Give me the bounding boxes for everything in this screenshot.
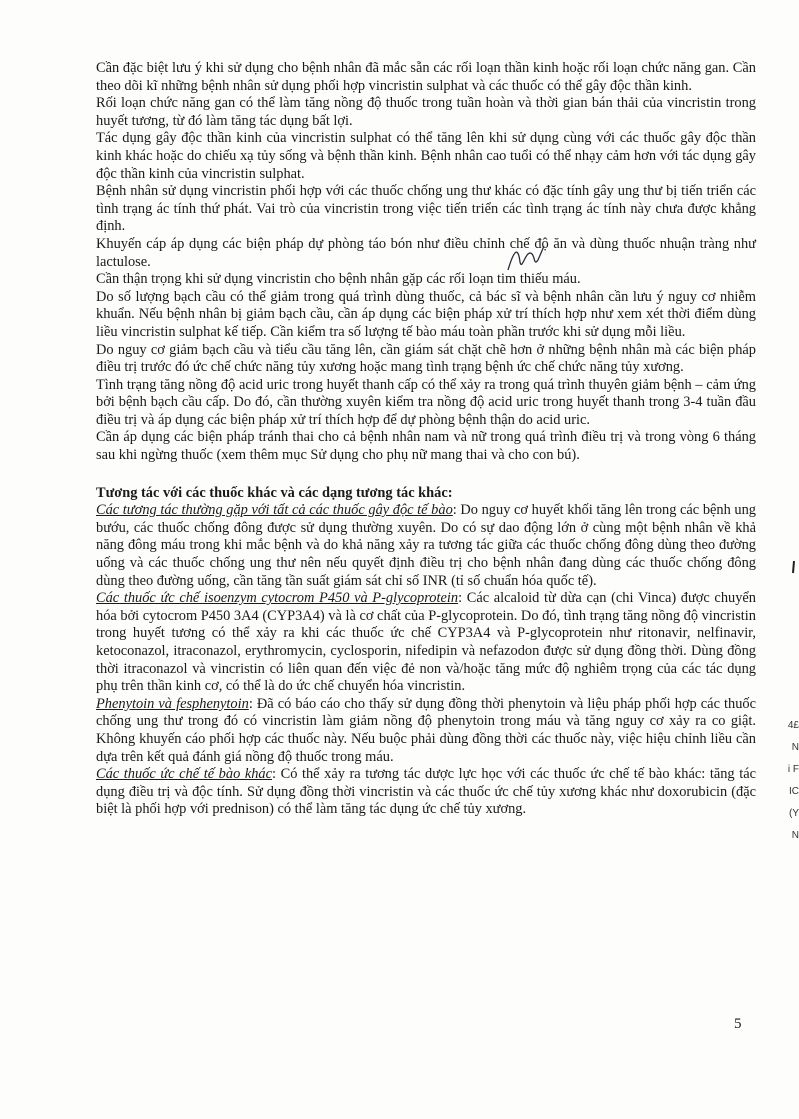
- paragraph: Bệnh nhân sử dụng vincristin phối hợp với các thuốc chống ung thư khác có đặc tính gây ung thư bị tiến triển các tình trạng ác tính thứ phát. Vai trò của vincristin trong việc tiến triển các tình trạng ác tính này chưa được khẳng định.: [96, 183, 756, 235]
- margin-mark: i F: [787, 764, 799, 775]
- interaction-label: Các tương tác thường gặp với tất cả các thuốc gây độc tế bào: [96, 502, 453, 519]
- interaction-text: : Có thể xảy ra tương tác dược lực học với các thuốc ức chế tế bào khác: tăng tác dụng điều trị và độc tính. Sử dụng đồng thời vincristin và các thuốc ức chế tủy xương khác như doxorubicin (đặc biệt là phối hợp với prednison) có thể làm tăng tác dụng ức chế tủy xương.: [96, 766, 756, 818]
- interaction-label: Các thuốc ức chế tế bào khác: [96, 766, 273, 783]
- section-heading: Tương tác với các thuốc khác và các dạng tương tác khác:: [96, 484, 453, 501]
- paragraph: Cần đặc biệt lưu ý khi sử dụng cho bệnh nhân đã mắc sẵn các rối loạn thần kinh hoặc rối loạn chức năng gan. Cần theo dõi kĩ những bệnh nhân sử dụng phối hợp vincristin sulphat và các thuốc có thể gây độc thần kinh.: [96, 60, 756, 94]
- paragraph: Rối loạn chức năng gan có thể làm tăng nồng độ thuốc trong tuần hoàn và thời gian bán thải của vincristin trong huyết tương, từ đó làm tăng tác dụng bất lợi.: [96, 95, 756, 129]
- paragraph: Tình trạng tăng nồng độ acid uric trong huyết thanh cấp có thể xảy ra trong quá trình thuyên giảm bệnh – cảm ứng bởi bệnh bạch cầu cấp. Do đó, cần thường xuyên kiểm tra nồng độ acid uric trong huyết thanh trong 3-4 tuần đầu điều trị và áp dụng các biện pháp xử trí thích hợp để dự phòng bệnh thận do acid uric.: [96, 376, 756, 428]
- margin-mark: 4£: [787, 720, 799, 731]
- margin-fragment-text: [785, 715, 799, 847]
- paragraph: Do nguy cơ giảm bạch cầu và tiểu cầu tăng lên, cần giám sát chặt chẽ hơn ở những bệnh nhân mà các biện pháp điều trị trước đó ức chế chức năng tủy xương hoặc mang tình trạng bệnh ức chế chức năng tủy xương.: [96, 341, 756, 376]
- margin-mark: IC: [789, 786, 799, 797]
- margin-mark: N: [791, 742, 799, 753]
- edge-tick-icon: [791, 560, 797, 574]
- interaction-paragraph: [96, 590, 756, 696]
- interaction-label: Các thuốc ức chế isoenzym cytocrom P450 và P-glycoprotein: [96, 590, 459, 607]
- interaction-label: Phenytoin và fesphenytoin: [96, 695, 249, 712]
- margin-mark: N: [791, 830, 799, 841]
- paragraph: Cần thận trọng khi sử dụng vincristin cho bệnh nhân gặp các rối loạn tim thiếu máu.: [96, 271, 581, 288]
- paragraph: Do số lượng bạch cầu có thể giảm trong quá trình dùng thuốc, cả bác sĩ và bệnh nhân cần lưu ý nguy cơ nhiễm khuẩn. Nếu bệnh nhân bị giảm bạch cầu, cần áp dụng các biện pháp xử trí thích hợp như xem xét thời điểm dùng liều vincristin sulphat kế tiếp. Cần kiểm tra số lượng tế bào máu toàn phần trước khi sử dụng mỗi liều.: [96, 288, 756, 340]
- paragraph: Tác dụng gây độc thần kinh của vincristin sulphat có thể tăng lên khi sử dụng cùng với các thuốc gây độc thần kinh khác hoặc do chiếu xạ tủy sống và bệnh thần kinh. Bệnh nhân cao tuổi có thể nhạy cảm hơn với tác dụng gây độc thần kinh của vincristin sulphat.: [96, 130, 756, 182]
- interaction-text: : Đã có báo cáo cho thấy sử dụng đồng thời phenytoin và liệu pháp phối hợp các thuốc chống ung thư trong đó có vincristin làm giảm nồng độ phenytoin trong máu và tăng nguy cơ xảy ra co giật. Không khuyến cáo phối hợp các thuốc này. Nếu buộc phải dùng đồng thời các thuốc này, việc hiệu chỉnh liều cần dựa trên kết quả đánh giá nồng độ thuốc trong máu.: [96, 695, 756, 765]
- margin-mark: (Y: [789, 808, 799, 819]
- interaction-text: : Các alcaloid từ dừa cạn (chi Vinca) được chuyển hóa bởi cytocrom P450 3A4 (CYP3A4) và là cơ chất của P-glycoprotein. Do đó, tình trạng tăng nồng độ vincristin trong huyết tương có thể xảy ra khi các thuốc ức chế CYP3A4 và P-glycoprotein như ritonavir, nelfinavir, ketoconazol, itraconazol, erythromycin, cyclosporin, nifedipin và nefazodon được sử dụng đồng thời. Dùng đồng thời itraconazol và vincristin có liên quan đến việc đẻ non và/hoặc tăng mức độ nghiêm trọng của các tác dụng phụ trên thần kinh cơ, có thể là do ức chế chuyển hóa vincristin.: [96, 590, 756, 695]
- precautions-section: [96, 60, 756, 465]
- document-body: [96, 60, 756, 819]
- interactions-section: [96, 485, 756, 819]
- paragraph: Khuyến cáp áp dụng các biện pháp dự phòng táo bón như điều chỉnh chế độ ăn và dùng thuốc nhuận tràng như lactulose.: [96, 235, 756, 270]
- interaction-paragraph: [96, 502, 756, 590]
- interaction-paragraph: [96, 766, 756, 819]
- handwritten-initial-icon: [504, 240, 546, 280]
- interaction-text: : Do nguy cơ huyết khối tăng lên trong các bệnh ung bướu, các thuốc chống đông được sử dụng thường xuyên. Do có sự dao động lớn ở cùng một bệnh nhân về khả năng đông máu trong khi mắc bệnh và do khả năng xảy ra tương tác giữa các thuốc chống đông dùng theo đường uống và các thuốc chống ung thư nên nếu quyết định điều trị cho bệnh nhân đang dùng các thuốc chống đông dùng theo đường uống, cần tăng tần suất giám sát chỉ số INR (tỉ số chuẩn hóa quốc tế).: [96, 502, 756, 589]
- page-number: 5: [734, 1016, 742, 1032]
- section-gap: [96, 465, 756, 485]
- interaction-paragraph: [96, 696, 756, 766]
- paragraph: Cần áp dụng các biện pháp tránh thai cho cả bệnh nhân nam và nữ trong quá trình điều trị và trong vòng 6 tháng sau khi ngừng thuốc (xem thêm mục Sử dụng cho phụ nữ mang thai và cho con bú).: [96, 429, 756, 464]
